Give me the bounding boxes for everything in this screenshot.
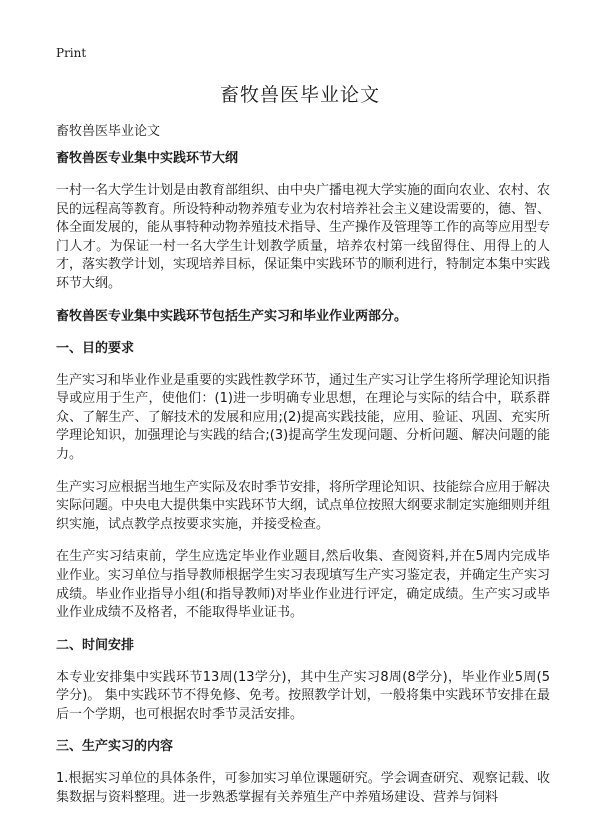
paragraph-schedule: 本专业安排集中实践环节13周(13学分)，其中生产实习8周(8学分)，毕业作业5周(5学分)。 集中实践环节不得免修、免考。按照教学计划，一般将集中实践环节安排在最后一个学期，也可根据农时季节灵活安排。 (56, 669, 550, 722)
paragraph-objectives: 生产实习和毕业作业是重要的实践性教学环节，通过生产实习让学生将所学理论知识指导或应用于生产，使他们：(1)进一步明确专业思想，在理论与实际的结合中，联系群众、了解生产、了解技术的发展和应用;(2)提高实践技能，应用、验证、巩固、充实所学理论知识，加强理论与实践的结合;(3)提高学生发现问题、分析问题、解决问题的能力。 (56, 372, 551, 462)
paragraph-assessment: 在生产实习结束前，学生应选定毕业作业题目,然后收集、查阅资料,并在5周内完成毕业作业。实习单位与指导教师根据学生实习表现填写生产实习鉴定表，并确定生产实习成绩。毕业作业指导小组(和指导教师)对毕业作业进行评定，确定成绩。生产实习或毕业作业成绩不及格者，不能取得毕业证书。 (56, 549, 551, 621)
document-subtitle: 畜牧兽医毕业论文 (56, 124, 161, 139)
document-title: 畜牧兽医毕业论文 (219, 84, 380, 106)
paragraph-arrangement: 生产实习应根据当地生产实际及农时季节安排，将所学理论知识、技能综合应用于解决实际问题。中央电大提供集中实践环节大纲，试点单位按照大纲要求制定实施细则并组织实施，试点教学点按要求实施，并接受检查。 (56, 479, 551, 532)
print-link[interactable]: Print (56, 46, 87, 60)
section-heading-outline: 畜牧兽医专业集中实践环节大纲 (56, 151, 239, 166)
section-heading-practice-content: 三、生产实习的内容 (56, 739, 174, 755)
section-heading-schedule: 二、时间安排 (56, 637, 135, 653)
section-heading-scope: 畜牧兽医专业集中实践环节包括生产实习和毕业作业两部分。 (56, 308, 408, 324)
document-body (56, 150, 550, 822)
paragraph-intro: 一村一名大学生计划是由教育部组织、由中央广播电视大学实施的面向农业、农村、农民的远程高等教育。所设特种动物养殖专业为农村培养社会主义建设需要的，德、智、体全面发展的，能从事特种动物养殖技术指导、生产操作及管理等工作的高等应用型专门人才。为保证一村一名大学生计划教学质量，培养农村第一线留得住、用得上的人才，落实教学计划，实现培养目标，保证集中实践环节的顺利进行，特制定本集中实践环节大纲。 (56, 183, 551, 291)
section-heading-objectives: 一、目的要求 (56, 340, 135, 356)
paragraph-practice-content: 1.根据实习单位的具体条件，可参加实习单位课题研究。学会调查研究、观察记载、收集数据与资料整理。进一步熟悉掌握有关养殖生产中养殖场建设、营养与饲料 (56, 771, 550, 806)
